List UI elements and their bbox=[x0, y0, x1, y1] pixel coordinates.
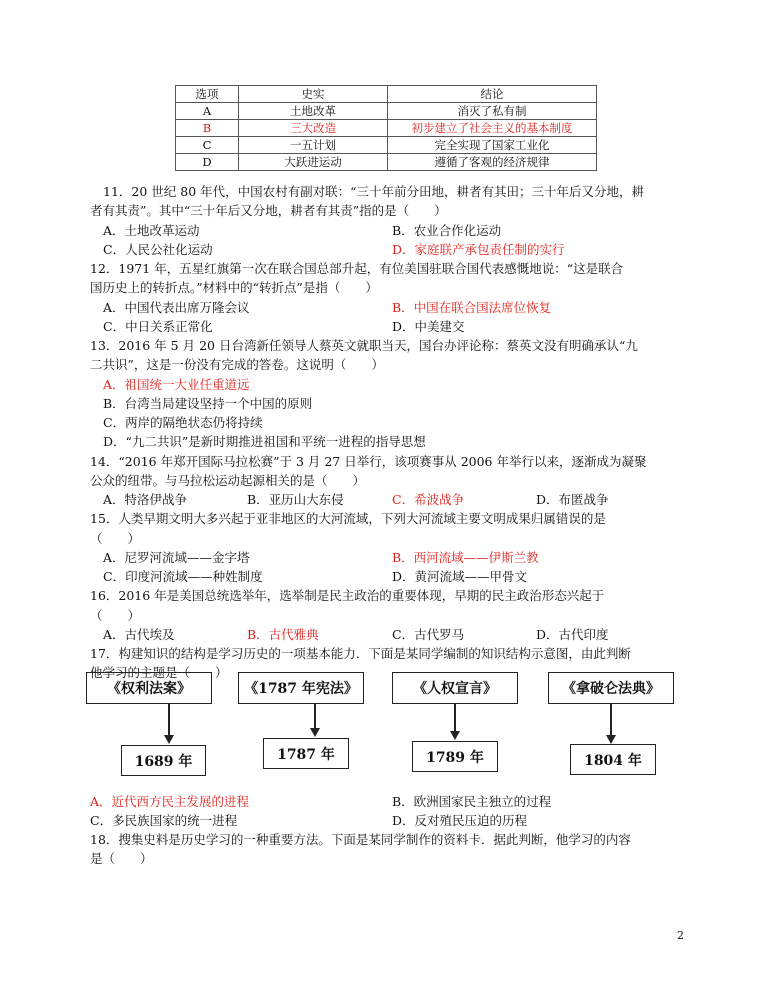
table-cell-conclusion: 初步建立了社会主义的基本制度 bbox=[388, 120, 597, 137]
q12-option-a: A．中国代表出席万隆会议 bbox=[103, 300, 250, 315]
q13-stem-line2: 二共识”，这是一份没有完成的答卷。这说明（ ） bbox=[90, 357, 384, 372]
table-row bbox=[176, 103, 597, 120]
table-cell-fact: 三大改造 bbox=[239, 120, 388, 137]
table-cell-fact: 一五计划 bbox=[239, 137, 388, 154]
year-box: 1787 年 bbox=[263, 738, 349, 769]
q18-stem-line2: 是（ ） bbox=[90, 851, 153, 866]
q15-option-d: D．黄河流域——甲骨文 bbox=[392, 569, 528, 584]
q16-stem-line2: （ ） bbox=[90, 608, 141, 623]
arrow bbox=[168, 704, 170, 736]
q17-stem-line2: 他学习的主题是（ ） bbox=[90, 665, 228, 680]
q15-stem-line2: （ ） bbox=[90, 531, 141, 546]
table-row bbox=[176, 137, 597, 154]
year-box: 1804 年 bbox=[570, 744, 656, 775]
table-cell-conclusion: 消灭了私有制 bbox=[388, 103, 597, 120]
q15-stem-line1: 15．人类早期文明大多兴起于亚非地区的大河流域，下列大河流域主要文明成果归属错误的是 bbox=[90, 511, 606, 526]
q16-option-c: C．古代罗马 bbox=[392, 627, 465, 642]
doc-box: 《权利法案》 bbox=[86, 672, 212, 704]
q14-option-a: A．特洛伊战争 bbox=[103, 492, 188, 507]
arrow-head bbox=[450, 731, 460, 740]
q12-stem-line1: 12．1971 年，五星红旗第一次在联合国总部升起，有位美国驻联合国代表感慨地说：“这是联合 bbox=[90, 261, 624, 276]
table-cell-conclusion: 完全实现了国家工业化 bbox=[388, 137, 597, 154]
q15-option-c: C．印度河流域——种姓制度 bbox=[103, 569, 263, 584]
table-cell-option: A bbox=[176, 103, 239, 120]
q14-option-c-answer: C．希波战争 bbox=[392, 492, 465, 507]
q12-option-d: D．中美建交 bbox=[392, 319, 465, 334]
table-header-fact: 史实 bbox=[239, 86, 388, 103]
table-row bbox=[176, 154, 597, 171]
q12-option-b-answer: B．中国在联合国法席位恢复 bbox=[392, 300, 552, 315]
q13-option-d: D．“九二共识”是新时期推进祖国和平统一进程的指导思想 bbox=[103, 434, 426, 449]
q17-stem-line1: 17．构建知识的结构是学习历史的一项基本能力．下面是某同学编制的知识结构示意图，由此判断 bbox=[90, 646, 631, 661]
table-header-row bbox=[176, 86, 597, 103]
table-cell-option: D bbox=[176, 154, 239, 171]
q18-stem-line1: 18．搜集史料是历史学习的一种重要方法。下面是某同学制作的资料卡．据此判断，他学习的内容 bbox=[90, 832, 631, 847]
arrow bbox=[610, 704, 612, 736]
q13-option-a-answer: A．祖国统一大业任重道远 bbox=[103, 377, 250, 392]
q13-stem-line1: 13．2016 年 5 月 20 日台湾新任领导人蔡英文就职当天，国台办评论称：蔡英文没有明确承认“九 bbox=[90, 338, 638, 353]
q11-stem-line1: 11．20 世纪 80 年代，中国农村有副对联：“三十年前分田地，耕者有其田；三十年后又分地，耕 bbox=[103, 184, 645, 199]
table-cell-fact: 大跃进运动 bbox=[239, 154, 388, 171]
q16-option-a: A．古代埃及 bbox=[103, 627, 175, 642]
q17-option-c: C．多民族国家的统一进程 bbox=[90, 813, 238, 828]
q11-option-d-answer: D．家庭联产承包责任制的实行 bbox=[392, 242, 565, 257]
q14-option-b: B．亚历山大东侵 bbox=[247, 492, 344, 507]
q16-option-b-answer: B．古代雅典 bbox=[247, 627, 319, 642]
q16-stem-line1: 16．2016 年是美国总统选举年，选举制是民主政治的重要体现，早期的民主政治形态兴起于 bbox=[90, 588, 605, 603]
q17-option-a-answer: A．近代西方民主发展的进程 bbox=[90, 794, 250, 809]
table-header-option: 选项 bbox=[176, 86, 239, 103]
arrow bbox=[314, 704, 316, 729]
year-box: 1689 年 bbox=[121, 745, 206, 776]
doc-box: 《人权宣言》 bbox=[392, 672, 518, 704]
table-cell-conclusion: 遵循了客观的经济规律 bbox=[388, 154, 597, 171]
q17-option-b: B．欧洲国家民主独立的过程 bbox=[392, 794, 552, 809]
q12-stem-line2: 国历史上的转折点。”材料中的“转折点”是指（ ） bbox=[90, 280, 378, 295]
doc-box: 《拿破仑法典》 bbox=[548, 672, 674, 704]
q11-option-c: C．人民公社化运动 bbox=[103, 242, 213, 257]
history-table bbox=[175, 85, 597, 171]
arrow-head bbox=[164, 735, 174, 744]
table-header-conclusion: 结论 bbox=[388, 86, 597, 103]
q15-option-b-answer: B．西河流域——伊斯兰教 bbox=[392, 550, 539, 565]
q11-option-a: A．土地改革运动 bbox=[103, 223, 200, 238]
arrow bbox=[454, 704, 456, 732]
year-box: 1789 年 bbox=[412, 741, 498, 772]
page-number: 2 bbox=[677, 929, 684, 942]
arrow-head bbox=[606, 735, 616, 744]
q14-stem-line1: 14．“2016 年郑开国际马拉松赛”于 3 月 27 日举行，该项赛事从 2006 年举行以来，逐渐成为凝聚 bbox=[90, 454, 647, 469]
q13-option-c: C．两岸的隔绝状态仍将持续 bbox=[103, 415, 263, 430]
table-cell-option: B bbox=[176, 120, 239, 137]
q15-option-a: A．尼罗河流域——金字塔 bbox=[103, 550, 250, 565]
q17-option-d: D．反对殖民压迫的历程 bbox=[392, 813, 528, 828]
q14-option-d: D．布匿战争 bbox=[536, 492, 609, 507]
q16-option-d: D．古代印度 bbox=[536, 627, 609, 642]
arrow-head bbox=[310, 728, 320, 737]
table-cell-option: C bbox=[176, 137, 239, 154]
q13-option-b: B．台湾当局建设坚持一个中国的原则 bbox=[103, 396, 313, 411]
q11-option-b: B．农业合作化运动 bbox=[392, 223, 502, 238]
table-row-answer bbox=[176, 120, 597, 137]
table-cell-fact: 土地改革 bbox=[239, 103, 388, 120]
q11-stem-line2: 者有其责”。其中“三十年后又分地，耕者有其责”指的是（ ） bbox=[90, 203, 447, 218]
doc-box: 《1787 年宪法》 bbox=[238, 672, 364, 704]
q14-stem-line2: 公众的纽带。与马拉松运动起源相关的是（ ） bbox=[90, 473, 366, 488]
q12-option-c: C．中日关系正常化 bbox=[103, 319, 213, 334]
